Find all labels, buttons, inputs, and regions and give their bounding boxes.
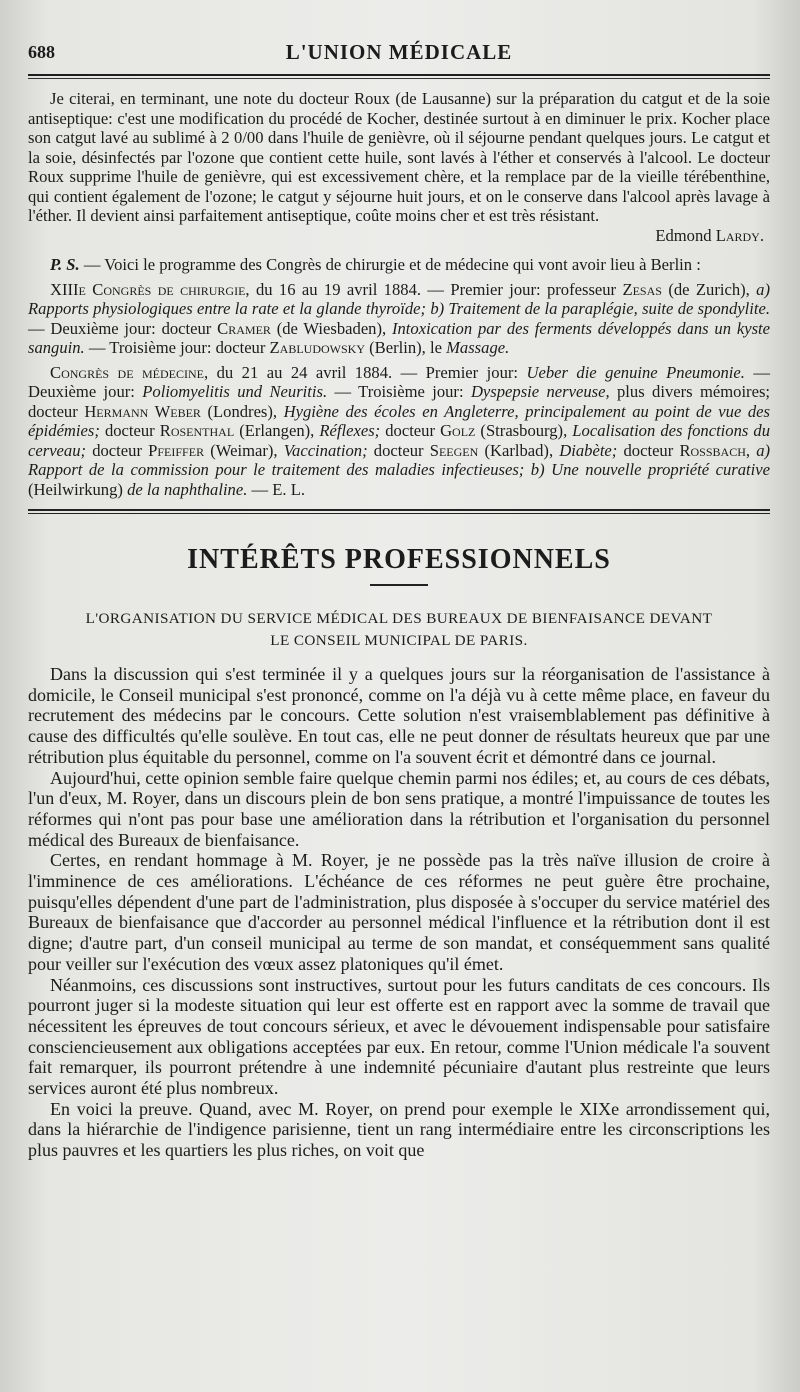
paper-title: Réflexes; <box>319 421 381 440</box>
section-title: INTÉRÊTS PROFESSIONNELS <box>187 544 611 575</box>
text-span: plus divers mémoires; docteur <box>28 382 771 421</box>
speaker-name: Seegen <box>429 440 479 460</box>
page-number: 688 <box>28 42 55 62</box>
speaker-name: Pfeiffer <box>148 440 205 460</box>
signature-first-name: Edmond <box>655 225 712 245</box>
title-rule <box>370 584 428 586</box>
article-paragraph: Dans la discussion qui s'est terminée il y a quelques jours sur la réorganisation de l'assistance à domicile, le Conseil municipal s'est prononcé, comme on l'a déjà vu à cette même place, en faveur du recrutement des médecins par le concours. Cette solution n'est vraisemblablement pas définitive à cause des difficultés qu'elle soulève. En tout cas, elle ne peut donner de résultats heureux que par une rétribution plus équitable du personnel, comme on l'a souvent écrit et démontré dans ce journal. <box>28 664 770 767</box>
paper-title: Ueber die genuine Pneumonie. <box>526 362 745 382</box>
speaker-name: Zesas <box>622 279 662 299</box>
text-span: — Troisième jour: docteur <box>84 338 270 357</box>
speaker-name: Rosenthal <box>159 421 235 440</box>
text-span: du 21 au 24 avril 1884. — Premier jour: <box>208 362 527 382</box>
text-span: (Londres), <box>200 401 284 421</box>
top-article-paragraph: Je citerai, en terminant, une note du docteur Roux (de Lausanne) sur la préparation du catgut et de la soie antiseptique: c'est une modification du procédé de Kocher, destinée surtout à en diminuer le prix. Kocher place son catgut lavé au sublimé à 2 0/00 dans l'huile de genièvre, où il séjourne pendant quelques jours. Le catgut et la soie, désinfectés par l'ozone que contient cette huile, sont lavés à l'éther et conservés à l'alcool. Le docteur Roux supprime l'huile de genièvre, qui est excessivement chère, et la remplace par de la vieille térébenthine, qui contient également de l'ozone; le catgut y séjourne huit jours, et on le conserve dans l'alcool après lavage à l'éther. Il devient ainsi parfaitement antiseptique, coûte moins cher et est très résistant. <box>28 89 770 225</box>
top-article <box>28 89 770 499</box>
text-span: docteur <box>86 440 149 460</box>
congress-surgery-head: XIIIe Congrès de chirurgie, <box>50 279 250 299</box>
paper-title: Diabète; <box>559 440 618 460</box>
postscript-intro <box>28 255 770 275</box>
text-span: docteur <box>99 421 160 440</box>
paper-title: Localisation des fonctions du cerveau; <box>28 421 770 460</box>
text-span: docteur <box>380 421 441 440</box>
text-span: (Karlbad), <box>478 440 560 460</box>
journal-title: L'UNION MÉDICALE <box>285 40 513 64</box>
speaker-name: Hermann Weber <box>84 401 201 421</box>
signature <box>28 226 770 246</box>
speaker-name: Rossbach <box>679 440 746 460</box>
ps-label: P. S. <box>50 255 80 274</box>
text-span: docteur <box>367 440 430 460</box>
text-span: (Strasbourg), <box>475 421 573 440</box>
paper-title: a) Rapports physiologiques entre la rate et la glande thyroïde; b) Traitement de la paraplégie, suite de spondylite. <box>28 279 770 318</box>
text-span: — Deuxième jour: docteur <box>28 318 218 338</box>
article-paragraph: Certes, en rendant hommage à M. Royer, je ne possède pas la très naïve illusion de croire à l'imminence de ces améliorations. L'échéance de ces réformes ne peut guère être prochaine, puisqu'elles dépendent d'une part de l'administration, plus disposée à s'occuper du service matériel des Bureaux de bienfaisance que d'accorder au personnel médical l'influence et la rétribution dont il est digne; d'autre part, d'un conseil municipal au terme de son mandat, et conséquemment sans qualité pour veiller sur l'exécution des vœux assez platoniques qu'il émet. <box>28 850 770 974</box>
text-span: — Deuxième jour: <box>28 362 770 401</box>
article-title-line1: L'ORGANISATION DU SERVICE MÉDICAL DES BUREAUX DE BIENFAISANCE DEVANT <box>85 610 713 627</box>
paper-title: Dyspepsie nerveuse, <box>470 382 610 401</box>
article-paragraph: Aujourd'hui, cette opinion semble faire quelque chemin parmi nos édiles; et, au cours de ces débats, l'un d'eux, M. Royer, dans un discours plein de bon sens pratique, a montré l'impuissance de toutes les réformes qui n'ont pas pour base une amélioration dans la rétribution et l'organisation du personnel médical des Bureaux de bienfaisance. <box>28 767 770 850</box>
text-span: (Weimar), <box>204 440 284 460</box>
text-span: (Berlin), le <box>365 338 447 357</box>
main-article <box>28 664 770 1161</box>
congress-medicine-head: Congrès de médecine, <box>50 362 209 382</box>
running-head <box>28 34 770 76</box>
text-span: (de Wiesbaden), <box>270 318 392 338</box>
text-span: du 16 au 19 avril 1884. — Premier jour: professeur <box>249 279 623 299</box>
section-divider <box>28 509 770 514</box>
text-span: — E. L. <box>247 479 305 499</box>
text-span: (Heilwirkung) <box>28 479 128 499</box>
paper-title: Intoxication par des ferments développés dans un kyste sanguin. <box>28 318 770 357</box>
text-span: — Troisième jour: <box>327 382 471 401</box>
text-span: (Erlangen), <box>234 421 320 440</box>
congress-medicine <box>28 363 770 500</box>
ps-text: — Voici le programme des Congrès de chirurgie et de médecine qui vont avoir lieu à Berlin : <box>79 255 701 274</box>
congress-surgery <box>28 280 770 358</box>
text-span: , <box>745 440 757 460</box>
paper-title: Vaccination; <box>283 440 368 460</box>
paper-title: Poliomyelitis und Neuritis. <box>142 382 328 401</box>
paper-title: de la naphthaline. <box>127 479 248 499</box>
text-span: docteur <box>617 440 680 460</box>
paper-title: Hygiène des écoles en Angleterre, principalement au point de vue des épidémies; <box>28 401 771 440</box>
paper-title: a) Rapport de la commission pour le traitement des maladies infectieuses; b) Une nouvelle propriété curative <box>28 440 771 479</box>
header-rule <box>28 78 770 79</box>
speaker-name: Golz <box>440 421 476 440</box>
article-paragraph: En voici la preuve. Quand, avec M. Royer, on prend pour exemple le XIXe arrondissement qui, dans la hiérarchie de l'indigence parisienne, tient un rang intermédiaire entre les circonscriptions les plus pauvres et les quartiers les plus riches, on voit que <box>28 1098 770 1161</box>
article-title-line2: LE CONSEIL MUNICIPAL DE PARIS. <box>270 632 528 649</box>
speaker-name: Zabludowsky <box>269 338 365 357</box>
paper-title: Massage. <box>446 338 510 357</box>
article-paragraph: Néanmoins, ces discussions sont instructives, surtout pour les futurs canditats de ces concours. Ils pourront juger si la modeste situation qui leur est offerte est en rapport avec la somme de travail que nécessitent les épreuves de tout concours sérieux, et avec le dévouement indispensable pour satisfaire consciencieusement aux obligations acceptées par eux. En retour, comme l'Union médicale l'a souvent fait remarquer, ils pourront prétendre à une indemnité pécuniaire d'autant plus restreinte que leurs services auront été plus nombreux. <box>28 974 770 1099</box>
text-span: (de Zurich), <box>661 279 757 299</box>
speaker-name: Cramer <box>217 318 271 338</box>
signature-last-name: Lardy. <box>715 225 764 245</box>
